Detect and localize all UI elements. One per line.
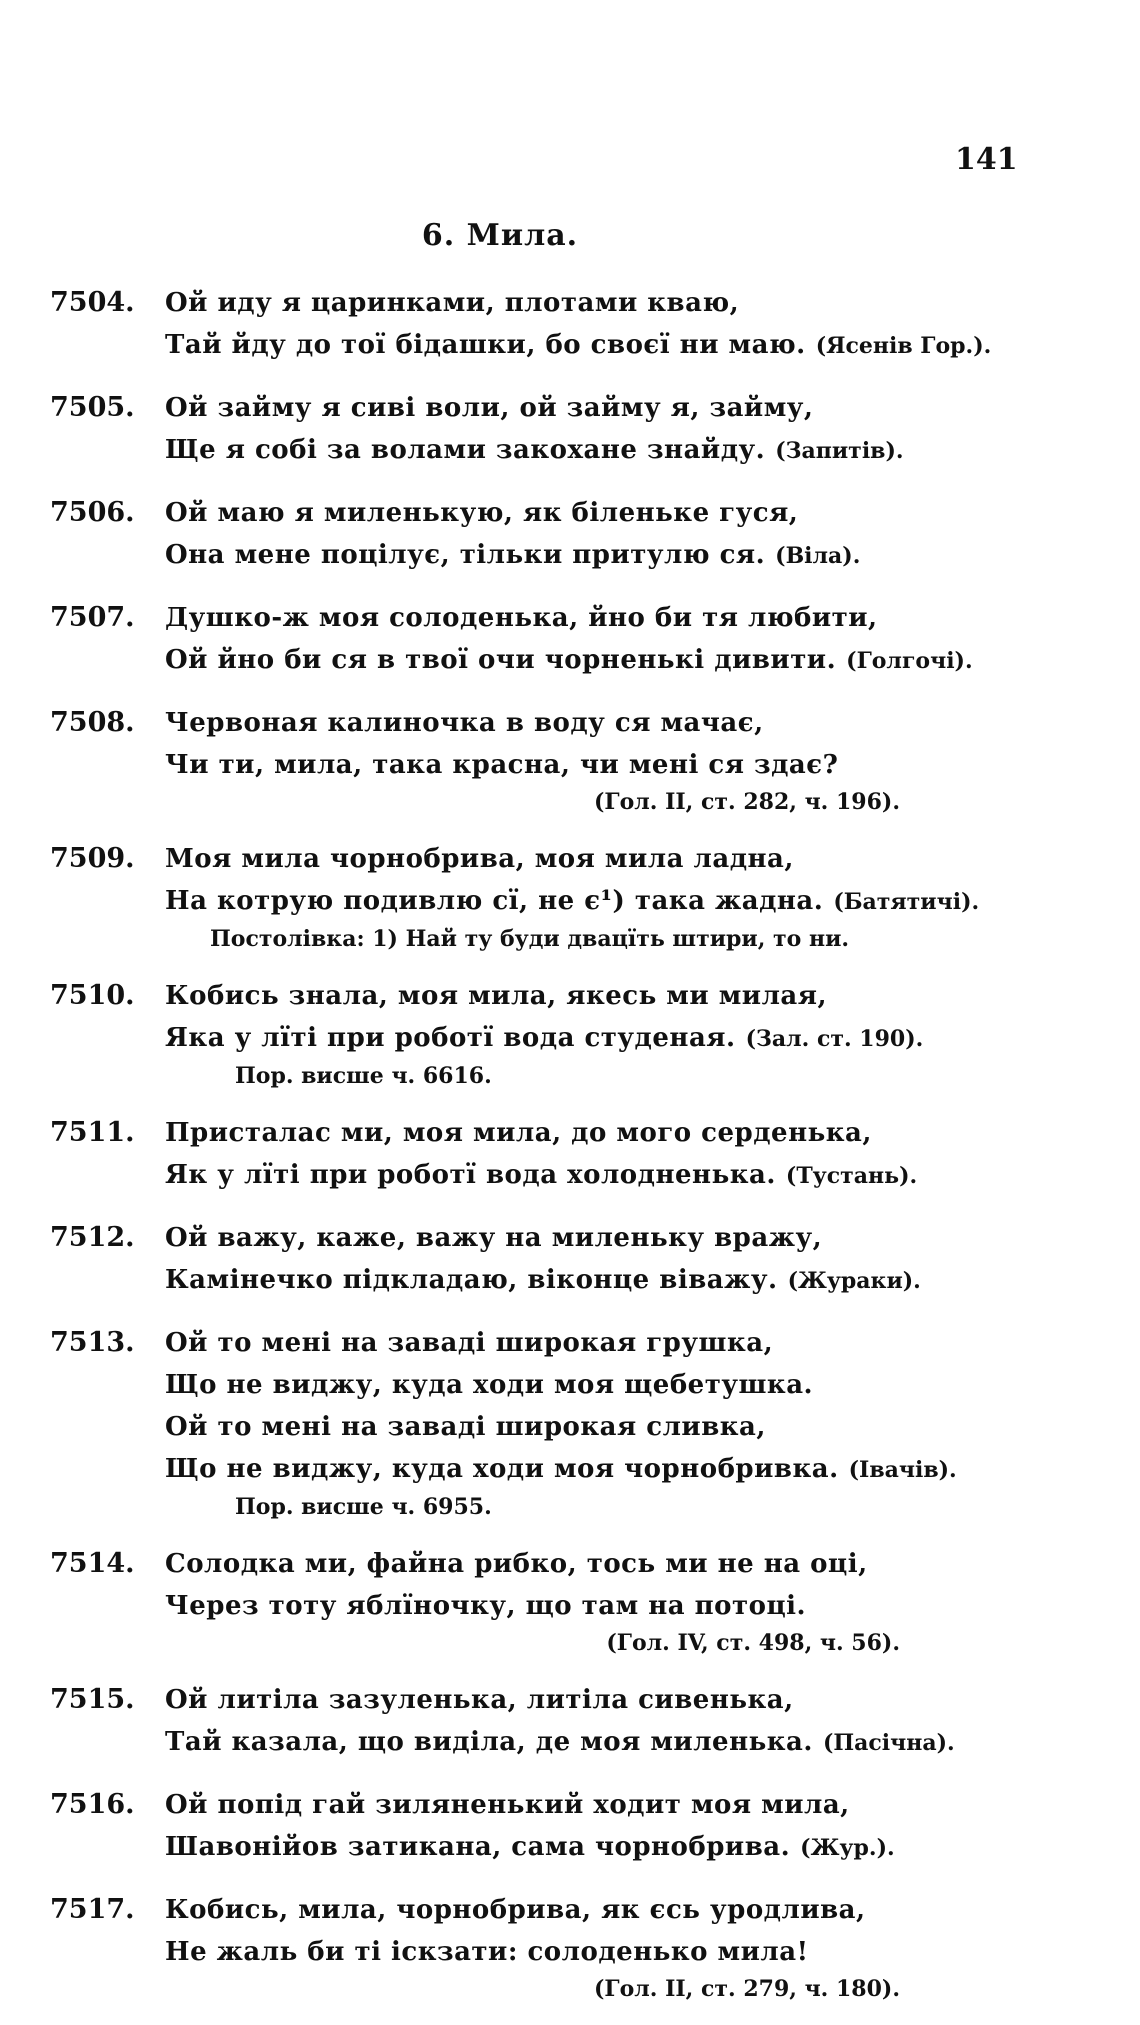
entry-note: Пор. висше ч. 6616. xyxy=(235,1063,492,1089)
verse-text: Ой иду я царинками, плотами кваю, xyxy=(165,288,740,318)
entry-body xyxy=(165,1217,1050,1302)
verse-line xyxy=(165,1784,1050,1826)
entry-number: 7506. xyxy=(50,497,135,528)
verse-line xyxy=(165,1679,1050,1721)
entry-body xyxy=(165,1784,1050,1869)
source-reference: (Жур.). xyxy=(800,1835,895,1861)
page-number: 141 xyxy=(955,142,1018,177)
verse-text: Що не виджу, куда ходи моя чорнобривка. xyxy=(165,1454,839,1484)
verse-text: Камінечко підкладаю, віконце віважу. xyxy=(165,1265,778,1295)
verse-line xyxy=(165,1112,1050,1154)
entry-body xyxy=(165,1112,1050,1197)
verse-line xyxy=(165,387,1050,429)
verse-line xyxy=(165,838,1050,880)
verse-text: Тай казала, що виділа, де моя миленька. xyxy=(165,1727,813,1757)
verse-text: Через тоту яблїночку, що там на потоці. xyxy=(165,1591,807,1621)
verse-text: Ой то мені на заваді широкая грушка, xyxy=(165,1328,774,1358)
verse-line xyxy=(165,1721,1050,1764)
verse-line xyxy=(165,639,1050,682)
entry-number: 7511. xyxy=(50,1117,135,1148)
verse-line xyxy=(165,597,1050,639)
verse-text: Тай йду до тої бідашки, бо своєї ни маю. xyxy=(165,330,806,360)
source-reference: (Жураки). xyxy=(787,1268,921,1294)
entry-number: 7513. xyxy=(50,1327,135,1358)
entry-note: Постолівка: 1) Най ту буди двацїть штири, то ни. xyxy=(210,926,850,952)
entry-note: Пор. висше ч. 6955. xyxy=(235,1494,492,1520)
entry-number: 7515. xyxy=(50,1684,135,1715)
entry-body xyxy=(165,838,1050,955)
entry xyxy=(50,387,1050,472)
entry xyxy=(50,1784,1050,1869)
entry xyxy=(50,1679,1050,1764)
verse-text: Що не виджу, куда ходи моя щебетушка. xyxy=(165,1370,814,1400)
entry-number: 7507. xyxy=(50,602,135,633)
source-reference: (Віла). xyxy=(775,543,861,569)
verse-line xyxy=(165,1931,1050,1973)
verse-text: Ще я собі за волами закохане знайду. xyxy=(165,435,766,465)
verse-text: Ой то мені на заваді широкая сливка, xyxy=(165,1412,766,1442)
source-reference: (Івачів). xyxy=(848,1457,957,1483)
section-title: 6. Мила. xyxy=(421,218,579,253)
verse-text: Кобись, мила, чорнобрива, як єсь уродлива, xyxy=(165,1895,866,1925)
entry-note: (Гол. II, ст. 282, ч. 196). xyxy=(593,789,900,815)
entry-body xyxy=(165,975,1050,1092)
entry-body xyxy=(165,702,1050,818)
entry xyxy=(50,1217,1050,1302)
verse-text: Шавонійов затикана, сама чорнобрива. xyxy=(165,1832,791,1862)
entry-body xyxy=(165,1889,1050,2005)
entry-body xyxy=(165,387,1050,472)
verse-line xyxy=(165,744,1050,786)
verse-line xyxy=(165,880,1050,923)
verse-line xyxy=(165,492,1050,534)
verse-line xyxy=(165,1448,1050,1491)
verse-line xyxy=(165,1154,1050,1197)
verse-text: Душко-ж моя солоденька, йно би тя любити, xyxy=(165,603,878,633)
verse-line xyxy=(165,1017,1050,1060)
entries-list xyxy=(50,282,1050,2025)
verse-line xyxy=(165,324,1050,367)
verse-line xyxy=(165,702,1050,744)
entry-number: 7505. xyxy=(50,392,135,423)
entry-number: 7514. xyxy=(50,1548,135,1579)
source-reference: (Запитів). xyxy=(775,438,904,464)
verse-text: Не жаль би ті іскзати: солоденько мила! xyxy=(165,1937,809,1967)
verse-text: Ой попід гай зиляненький ходит моя мила, xyxy=(165,1790,850,1820)
verse-line xyxy=(165,429,1050,472)
entry xyxy=(50,597,1050,682)
verse-text: Солодка ми, файна рибко, тось ми не на оці, xyxy=(165,1549,868,1579)
verse-line xyxy=(165,1364,1050,1406)
source-reference: (Голгочі). xyxy=(846,648,973,674)
verse-line xyxy=(165,975,1050,1017)
verse-line xyxy=(165,1259,1050,1302)
source-reference: (Ясенів Гор.). xyxy=(815,333,992,359)
entry xyxy=(50,282,1050,367)
entry xyxy=(50,702,1050,818)
entry-note: (Гол. IV, ст. 498, ч. 56). xyxy=(606,1630,900,1656)
verse-text: Присталас ми, моя мила, до мого серденька, xyxy=(165,1118,872,1148)
entry-body xyxy=(165,597,1050,682)
verse-line xyxy=(165,1406,1050,1448)
verse-text: Ой йно би ся в твої очи чорненькі дивити. xyxy=(165,645,837,675)
verse-text: На котрую подивлю сї, не є¹) така жадна. xyxy=(165,886,824,916)
entry-number: 7509. xyxy=(50,843,135,874)
entry-body xyxy=(165,1679,1050,1764)
entry xyxy=(50,1543,1050,1659)
verse-text: Ой важу, каже, важу на миленьку вражу, xyxy=(165,1223,823,1253)
verse-text: Ой литіла зазуленька, литіла сивенька, xyxy=(165,1685,794,1715)
entry-number: 7512. xyxy=(50,1222,135,1253)
verse-text: Червоная калиночка в воду ся мачає, xyxy=(165,708,764,738)
verse-text: Ой займу я сиві воли, ой займу я, займу, xyxy=(165,393,814,423)
entry-number: 7510. xyxy=(50,980,135,1011)
entry-number: 7504. xyxy=(50,287,135,318)
entry-body xyxy=(165,282,1050,367)
source-reference: (Зал. ст. 190). xyxy=(745,1026,924,1052)
source-reference: (Батятичі). xyxy=(833,889,980,915)
entry-body xyxy=(165,1543,1050,1659)
entry xyxy=(50,1889,1050,2005)
verse-text: Кобись знала, моя мила, якесь ми милая, xyxy=(165,981,828,1011)
verse-line xyxy=(165,282,1050,324)
entry-number: 7516. xyxy=(50,1789,135,1820)
verse-text: Она мене поцілує, тільки притулю ся. xyxy=(165,540,766,570)
entry xyxy=(50,838,1050,955)
verse-line xyxy=(165,1585,1050,1627)
verse-line xyxy=(165,534,1050,577)
verse-line xyxy=(165,1826,1050,1869)
source-reference: (Тустань). xyxy=(785,1163,918,1189)
verse-text: Ой маю я миленькую, як біленьке гуся, xyxy=(165,498,799,528)
entry xyxy=(50,1112,1050,1197)
source-reference: (Пасічна). xyxy=(822,1730,955,1756)
verse-text: Як у лїті при роботї вода холодненька. xyxy=(165,1160,776,1190)
verse-line xyxy=(165,1543,1050,1585)
verse-line xyxy=(165,1322,1050,1364)
verse-line xyxy=(165,1217,1050,1259)
verse-text: Моя мила чорнобрива, моя мила ладна, xyxy=(165,844,794,874)
entry xyxy=(50,1322,1050,1523)
verse-line xyxy=(165,1889,1050,1931)
entry xyxy=(50,492,1050,577)
entry-body xyxy=(165,492,1050,577)
entry-number: 7508. xyxy=(50,707,135,738)
entry-note: (Гол. II, ст. 279, ч. 180). xyxy=(593,1976,900,2002)
verse-text: Чи ти, мила, така красна, чи мені ся здає? xyxy=(165,750,839,780)
verse-text: Яка у лїті при роботї вода студеная. xyxy=(165,1023,736,1053)
entry xyxy=(50,975,1050,1092)
entry-number: 7517. xyxy=(50,1894,135,1925)
entry-body xyxy=(165,1322,1050,1523)
